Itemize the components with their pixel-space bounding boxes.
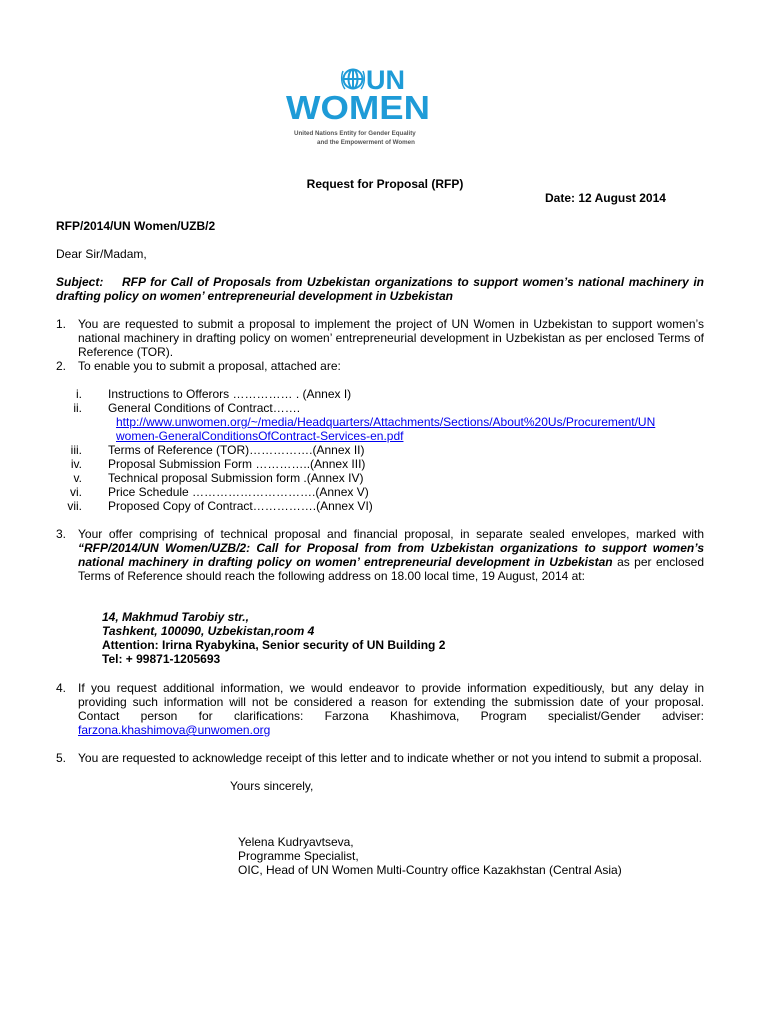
list-item-3 xyxy=(56,527,704,583)
signature-block xyxy=(238,835,622,877)
contact-email-link[interactable]: farzona.khashimova@unwomen.org xyxy=(78,723,271,737)
item-4-text xyxy=(78,681,704,737)
un-women-logo xyxy=(286,66,432,148)
item-5-text: You are requested to acknowledge receipt of this letter and to indicate whether or not you intend to submit a proposal. xyxy=(78,751,702,765)
subject-line xyxy=(56,275,704,303)
roman-numeral: vi. xyxy=(70,485,82,499)
reference-number: RFP/2014/UN Women/UZB/2 xyxy=(56,219,216,233)
list-item-2 xyxy=(56,359,704,373)
address-line: 14, Makhmud Tarobiy str., xyxy=(102,610,249,624)
item-3-marking: “RFP/2014/UN Women/UZB/2: Call for Proposal from from Uzbekistan organizations to support women’s national machinery in drafting policy on women’ entrepreneurial development in Uzbekistan xyxy=(78,541,704,569)
item-3-intro: Your offer comprising of technical proposal and financial proposal, in separate sealed envelopes, marked with xyxy=(78,527,704,541)
document-title: Request for Proposal (RFP) xyxy=(306,177,464,191)
list-item-5 xyxy=(56,751,704,765)
closing: Yours sincerely, xyxy=(230,779,314,793)
salutation: Dear Sir/Madam, xyxy=(56,247,147,261)
attachment-item xyxy=(56,387,706,401)
general-conditions-link[interactable]: http://www.unwomen.org/~/media/Headquarters/Attachments/Sections/About%20Us/Procurement/UN xyxy=(116,415,656,429)
roman-numeral: iii. xyxy=(70,443,82,457)
attachment-text: Proposed Copy of Contract…………….(Annex VI) xyxy=(108,499,373,513)
list-item-4 xyxy=(56,681,704,737)
logo-tagline-line2: and the Empowerment of Women xyxy=(317,139,415,146)
logo-tagline-line1: United Nations Entity for Gender Equality xyxy=(294,130,416,137)
contract-link-block xyxy=(56,415,706,443)
list-number: 3. xyxy=(56,527,67,541)
item-4-body: If you request additional information, we would endeavor to provide information expeditiously, but any delay in providing such information will not be considered a reason for extending the submission date of your proposal. Contact person for clarifications: Farzona Khashimova, Program specialist/Gender adviser: xyxy=(78,681,704,723)
roman-numeral: i. xyxy=(76,387,82,401)
signatory-role: Programme Specialist, xyxy=(238,849,359,863)
wordmark-un: UN xyxy=(366,66,405,95)
attachment-text: Price Schedule ………………………….(Annex V) xyxy=(108,485,369,499)
roman-numeral: vii. xyxy=(67,499,82,513)
address-attention: Attention: Irirna Ryabykina, Senior security of UN Building 2 xyxy=(102,638,446,652)
signatory-office: OIC, Head of UN Women Multi-Country office Kazakhstan (Central Asia) xyxy=(238,863,622,877)
item-2-text: To enable you to submit a proposal, attached are: xyxy=(78,359,341,373)
list-number: 5. xyxy=(56,751,67,765)
item-3-text xyxy=(78,527,704,583)
roman-numeral: iv. xyxy=(70,457,82,471)
item-1-text: You are requested to submit a proposal to implement the project of UN Women in Uzbekistan to support women’s national machinery in drafting policy on women’ entrepreneurial development in Uzbekistan as per enclosed Terms of Reference (TOR). xyxy=(78,317,704,359)
attachment-text: General Conditions of Contract……. xyxy=(108,401,301,415)
subject-label: Subject: xyxy=(56,275,104,289)
attachment-text: Technical proposal Submission form .(Annex IV) xyxy=(108,471,364,485)
attachment-text: Terms of Reference (TOR)…………….(Annex II) xyxy=(108,443,365,457)
list-number: 1. xyxy=(56,317,67,331)
attachment-text: Instructions to Offerors …………… . (Annex I) xyxy=(108,387,352,401)
un-women-logo-graphic xyxy=(286,66,432,148)
attachment-item xyxy=(56,485,706,499)
item-3-deadline: as per enclosed Terms of Reference should reach the following address on 18.00 local time, 19 August, 2014 at: xyxy=(78,555,704,583)
list-number: 2. xyxy=(56,359,67,373)
general-conditions-link-continued[interactable]: women-GeneralConditionsOfContract-Services-en.pdf xyxy=(116,429,404,443)
document-date: Date: 12 August 2014 xyxy=(545,191,666,205)
attachment-item xyxy=(56,401,706,415)
roman-numeral: ii. xyxy=(73,401,82,415)
subject-text: RFP for Call of Proposals from Uzbekistan organizations to support women’s national machinery in drafting policy on women’ entrepreneurial development in Uzbekistan xyxy=(56,275,704,303)
list-item-1 xyxy=(56,317,704,359)
attachment-item xyxy=(56,471,706,485)
attachment-item xyxy=(56,457,706,471)
attachment-item xyxy=(56,443,706,457)
attachment-text: Proposal Submission Form …………..(Annex III) xyxy=(108,457,366,471)
address-line: Tashkent, 100090, Uzbekistan,room 4 xyxy=(102,624,315,638)
list-number: 4. xyxy=(56,681,67,695)
signatory-name: Yelena Kudryavtseva, xyxy=(238,835,354,849)
un-emblem-icon xyxy=(342,70,365,90)
address-phone: Tel: + 99871-1205693 xyxy=(102,652,221,666)
wordmark-women: WOMEN xyxy=(286,89,430,126)
delivery-address xyxy=(102,610,445,666)
attachment-item xyxy=(56,499,706,513)
roman-numeral: v. xyxy=(73,471,82,485)
